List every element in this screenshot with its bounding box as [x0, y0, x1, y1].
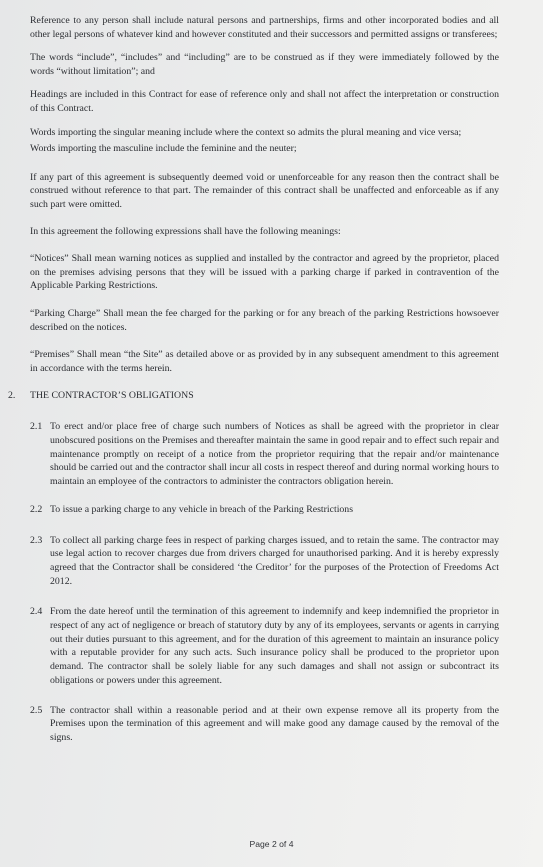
clause-2-3	[30, 534, 499, 589]
clause-2-5	[30, 704, 499, 745]
clause-number: 2.1	[30, 421, 43, 433]
clause-text: To collect all parking charge fees in respect of parking charges issued, and to retain the same. The contractor may use legal action to recover charges due from drivers charged for unauthorised parking. And it is hereby expressly agreed that the Contractor shall be considered ‘the Creditor’ for the purposes of the Protection of Freedoms Act 2012.	[50, 534, 499, 587]
clause-number: 2.5	[30, 704, 43, 716]
clause-text: To issue a parking charge to any vehicle in breach of the Parking Restrictions	[50, 503, 354, 515]
definition-premises: “Premises” Shall mean “the Site” as detailed above or as provided by in any subsequent amendment to this agreement in accordance with the terms herein.	[30, 349, 499, 374]
clause-text: The contractor shall within a reasonable period and at their own expense remove all its property from the Premises upon the termination of this agreement and will make good any damage caused by the removal of the signs.	[50, 704, 499, 743]
definition-headings: Headings are included in this Contract for ease of reference only and shall not affect the interpretation or construction of this Contract.	[30, 89, 499, 114]
definition-singular: Words importing the singular meaning include where the context so admits the plural meaning and vice versa;	[30, 126, 462, 138]
clause-text: From the date hereof until the termination of this agreement to indemnify and keep indemnified the proprietor in respect of any act of negligence or breach of statutory duty by any of its employees, servants or agents in carrying out their duties pursuant to this agreement, and for the duration of this agreement to maintain an insurance policy with a reputable provider for any such acts. Such insurance policy shall be produced to the proprietor upon demand. The contractor shall be solely liable for any such damages and shall not assign or subcontract its obligations or powers under this agreement.	[50, 606, 499, 686]
definition-parking-charge: “Parking Charge” Shall mean the fee charged for the parking or for any breach of the parking Restrictions howsoever described on the notices.	[30, 307, 499, 333]
definition-include: The words “include”, “includes” and “including” are to be construed as if they were immediately followed by the words “without limitation”; and	[30, 52, 499, 77]
definition-persons: Reference to any person shall include natural persons and partnerships, firms and other incorporated bodies and all other legal persons of whatever kind and however constituted and their successors and permitted assigns or transferees;	[30, 15, 499, 40]
definition-expressions-intro: In this agreement the following expressions shall have the following meanings:	[30, 225, 341, 237]
section-heading	[8, 389, 499, 402]
clause-number: 2.4	[30, 606, 43, 618]
clause-2-2	[30, 503, 499, 517]
clause-2-4	[30, 605, 499, 687]
definition-masculine: Words importing the masculine include the feminine and the neuter;	[30, 143, 297, 155]
clause-text: To erect and/or place free of charge such numbers of Notices as shall be agreed with the proprietor in clear unobscured positions on the Premises and thereafter maintain the same in good repair and to effect such repair and maintenance promptly on receipt of a notice from the proprietor requiring that the repair and/or maintenance should be carried out and the contractor shall incur all costs in respect thereof and during normal working hours to maintain an employee of the contractors to administer the contractors obligation herein.	[50, 421, 499, 488]
page-number-footer: Page 2 of 4	[249, 839, 294, 849]
clause-2-1	[30, 420, 499, 489]
section-number: 2.	[8, 390, 16, 402]
definition-severability: If any part of this agreement is subsequently deemed void or unenforceable for any reason then the contract shall be construed without reference to that part. The remainder of this contract shall be unaffected and enforceable as if any such part were omitted.	[30, 171, 499, 210]
section-title: THE CONTRACTOR’S OBLIGATIONS	[30, 390, 194, 402]
definition-notices: “Notices” Shall mean warning notices as supplied and installed by the contractor and agreed by the proprietor, placed on the premises advising persons that they will be issued with a parking charge if parked in contravention of the Applicable Parking Restrictions.	[30, 253, 499, 292]
clause-number: 2.3	[30, 534, 43, 546]
clause-number: 2.2	[30, 503, 43, 515]
